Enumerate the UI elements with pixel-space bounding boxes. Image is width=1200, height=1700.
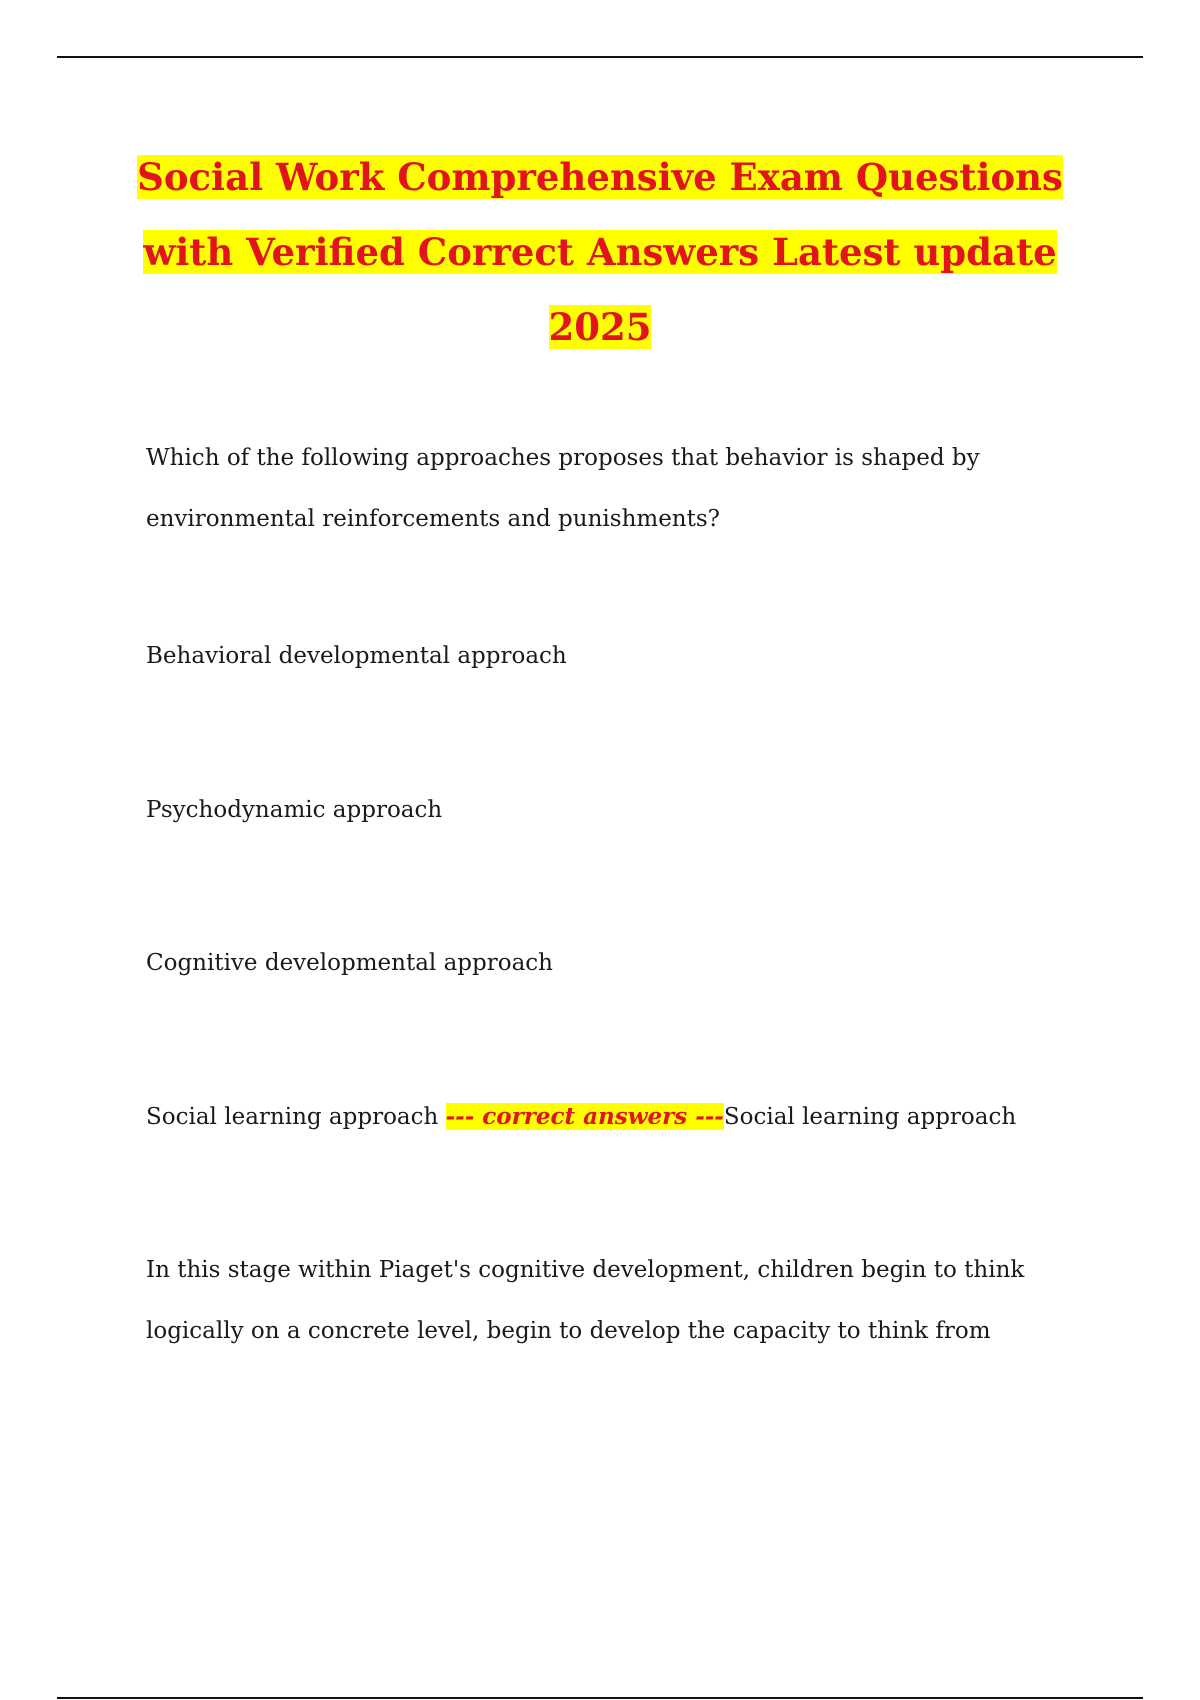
question-1-option-1: Behavioral developmental approach [146,643,567,669]
question-1-answer-line [146,1086,1106,1148]
question-1-option-3: Cognitive developmental approach [146,950,553,976]
header-rule [57,56,1143,58]
question-1-option-2: Psychodynamic approach [146,797,443,823]
question-2-prompt: In this stage within Piaget's cognitive development, children begin to think logically on a concrete level, begin to develop the capacity to think from [146,1257,1025,1344]
title-highlight: Social Work Comprehensive Exam Questions with Verified Correct Answers Latest update 2025 [137,155,1063,349]
document-title [100,140,1100,365]
footer-rule [57,1697,1143,1699]
question-1-answer: Social learning approach [723,1104,1017,1130]
question-1-option-4: Social learning approach [146,1104,446,1130]
question-1-prompt: Which of the following approaches proposes that behavior is shaped by environmental reinforcements and punishments? [146,445,980,532]
correct-answer-marker: --- correct answers --- [445,1103,724,1130]
